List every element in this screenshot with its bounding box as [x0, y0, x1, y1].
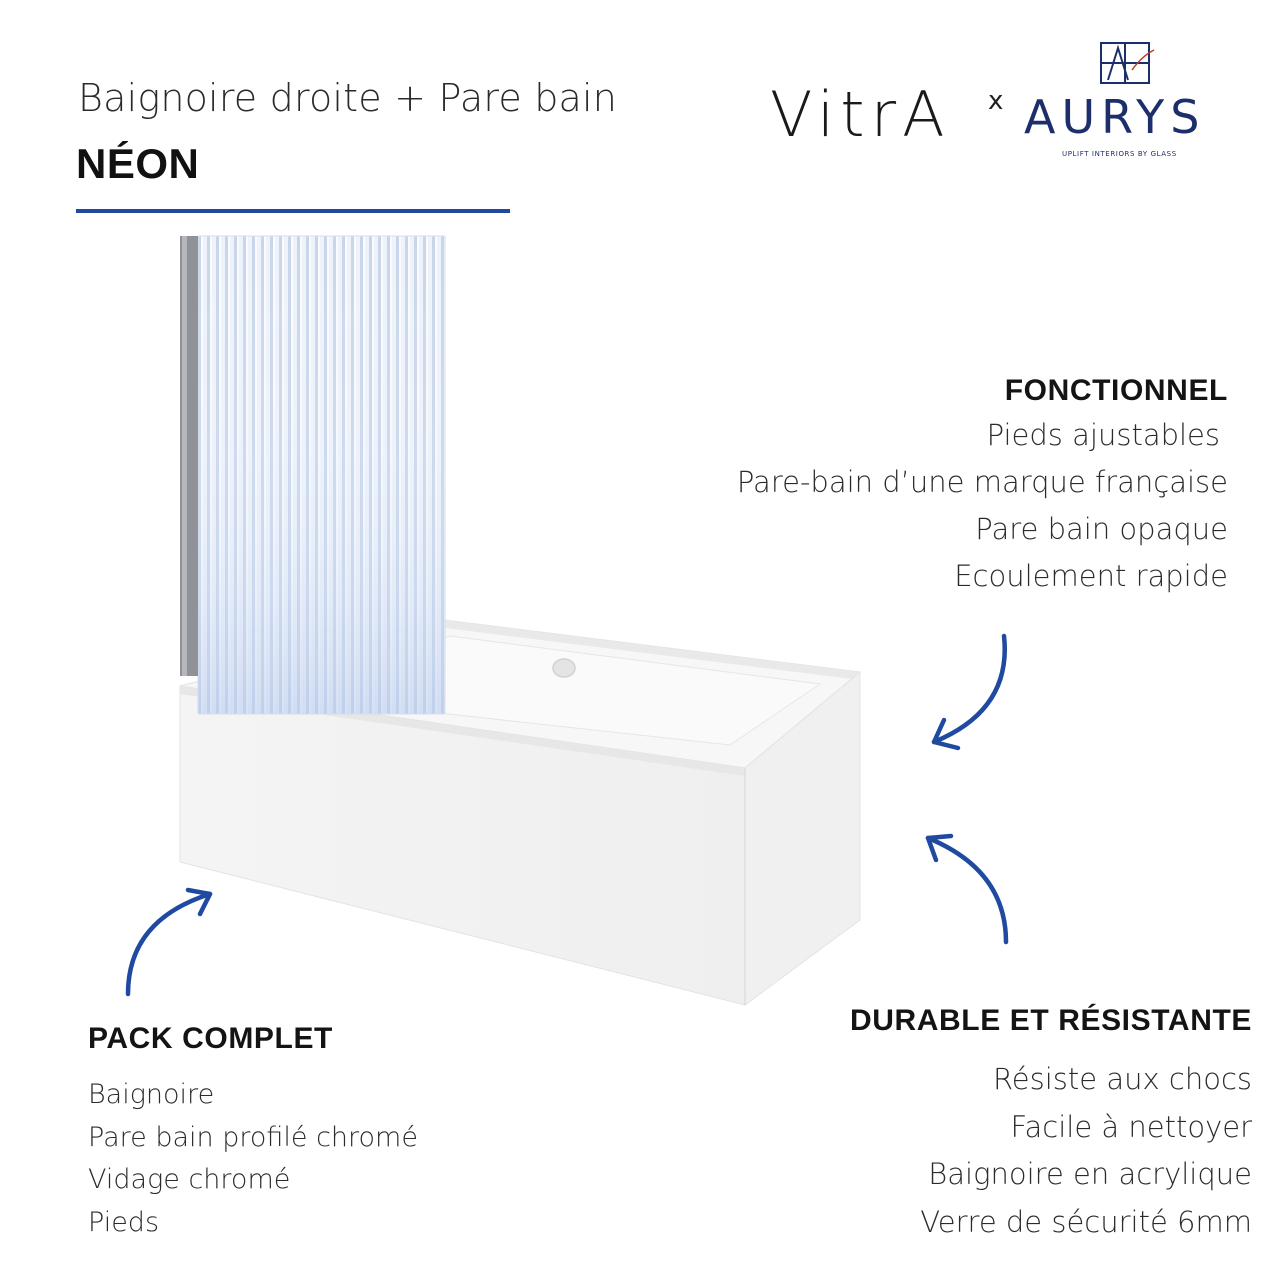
vitra-logo: VitrA: [770, 78, 951, 151]
feature-item: Ecoulement rapide: [954, 559, 1228, 593]
drain-icon: [553, 659, 575, 677]
feature-item: Pare bain opaque: [975, 512, 1228, 546]
feature-item: Pieds: [88, 1206, 160, 1238]
page-title: Baignoire droite + Pare bain: [78, 76, 618, 120]
product-name: NÉON: [76, 140, 200, 187]
feature-heading: FONCTIONNEL: [1004, 374, 1228, 407]
feature-item: Verre de sécurité 6mm: [920, 1204, 1252, 1239]
feature-item: Pieds ajustables: [986, 418, 1220, 452]
aurys-logo-icon: [1098, 40, 1158, 90]
feature-pack: [88, 1022, 418, 1244]
brand-separator: x: [988, 86, 1004, 116]
feature-item: Pare-bain d’une marque française: [736, 465, 1228, 499]
feature-item: Facile à nettoyer: [1010, 1109, 1252, 1144]
aurys-logo: AURYS: [1024, 90, 1206, 144]
feature-item: Baignoire: [88, 1079, 215, 1110]
aurys-tagline: UPLIFT INTERIORS BY GLASS: [1062, 150, 1177, 158]
feature-item: Résiste aux chocs: [992, 1062, 1252, 1096]
feature-durable: [850, 1004, 1252, 1246]
feature-item: Pare bain profilé chromé: [88, 1121, 418, 1153]
feature-heading: DURABLE ET RÉSISTANTE: [849, 1004, 1252, 1037]
feature-item: Baignoire en acrylique: [928, 1157, 1252, 1191]
feature-item: Vidage chromé: [88, 1164, 291, 1195]
bath-screen: [180, 236, 445, 714]
feature-heading: PACK COMPLET: [88, 1022, 333, 1055]
feature-fonctionnel: [737, 374, 1228, 600]
title-underline: [76, 209, 510, 213]
